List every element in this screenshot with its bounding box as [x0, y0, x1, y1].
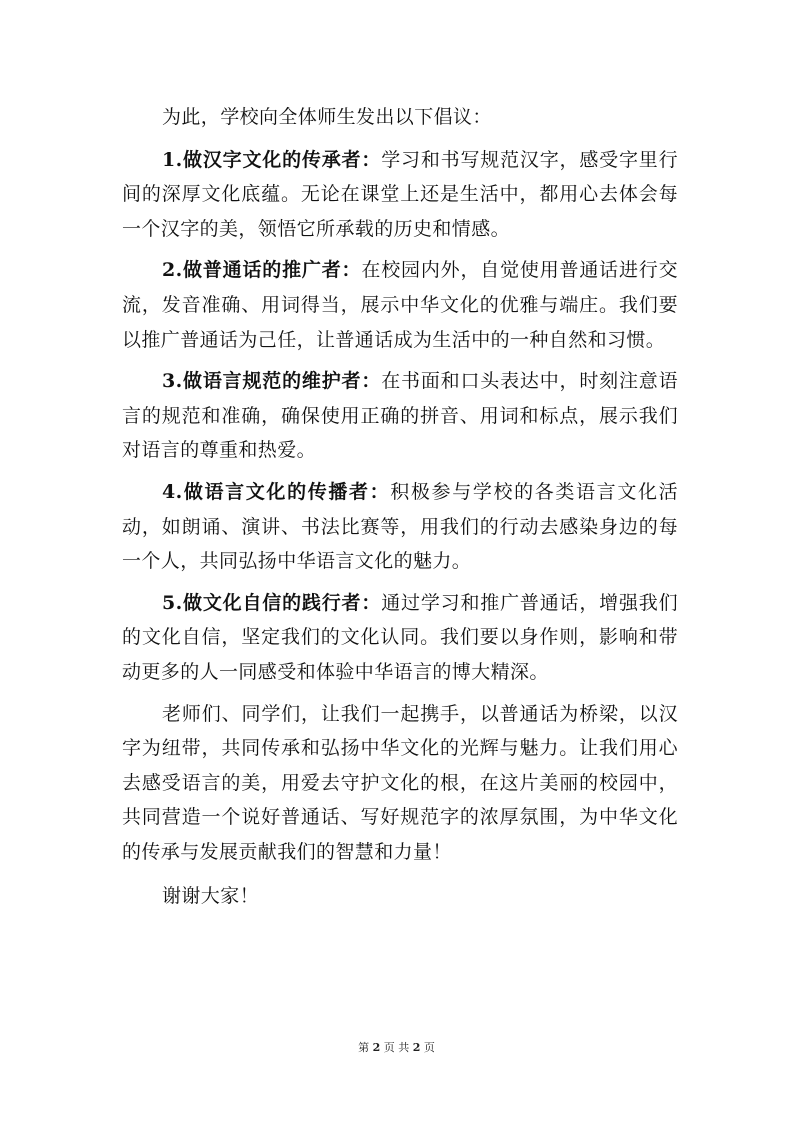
thanks-line: 谢谢大家！: [162, 885, 260, 908]
initiative-text: 通过学习和推广普通话，增强我们的文化自信，坚定我们的文化认同。我们要以身作则，影响和带动更多的人一同感受和体验中华语言的博大精深。: [122, 591, 678, 683]
total-page-number: 2: [412, 1041, 421, 1054]
document-body: [122, 100, 678, 918]
footer-suffix: 页: [423, 1041, 435, 1054]
footer-middle: 页 共: [383, 1041, 410, 1054]
current-page-number: 2: [372, 1041, 381, 1054]
initiative-item-3: [122, 364, 678, 468]
initiative-text: 学习和书写规范汉字，感受字里行间的深厚文化底蕴。无论在课堂上还是生活中，都用心去体会每一个汉字的美，领悟它所承载的历史和情感。: [122, 148, 678, 240]
initiative-text: 在校园内外，自觉使用普通话进行交流，发音准确、用词得当，展示中华文化的优雅与端庄。我们要以推广普通话为己任，让普通话成为生活中的一种自然和习惯。: [122, 259, 678, 351]
initiative-text: 积极参与学校的各类语言文化活动，如朗诵、演讲、书法比赛等，用我们的行动去感染身边的每一个人，共同弘扬中华语言文化的魅力。: [122, 480, 678, 573]
initiative-label: 2.做普通话的推广者：: [162, 259, 362, 282]
initiative-item-2: [122, 253, 678, 357]
initiative-label: 5.做文化自信的践行者：: [162, 591, 382, 614]
initiative-item-4: [122, 475, 678, 579]
page-number-footer: [0, 1041, 793, 1055]
footer-prefix: 第: [358, 1041, 370, 1054]
initiative-text: 在书面和口头表达中，时刻注意语言的规范和准确，确保使用正确的拼音、用词和标点，展示我们对语言的尊重和热爱。: [122, 370, 678, 462]
initiative-item-5: [122, 586, 678, 690]
initiative-label: 3.做语言规范的维护者：: [162, 370, 382, 393]
closing-paragraph: 老师们、同学们，让我们一起携手，以普通话为桥梁，以汉字为纽带，共同传承和弘扬中华文化的光辉与魅力。让我们用心去感受语言的美，用爱去守护文化的根，在这片美丽的校园中，共同营造一个说好普通话、写好规范字的浓厚氛围，为中华文化的传承与发展贡献我们的智慧和力量！: [122, 702, 678, 863]
initiative-item-1: [122, 143, 678, 247]
initiative-label: 1.做汉字文化的传承者：: [162, 148, 382, 171]
intro-paragraph: 为此，学校向全体师生发出以下倡议：: [162, 106, 492, 128]
initiative-label: 4.做语言文化的传播者：: [162, 480, 391, 503]
